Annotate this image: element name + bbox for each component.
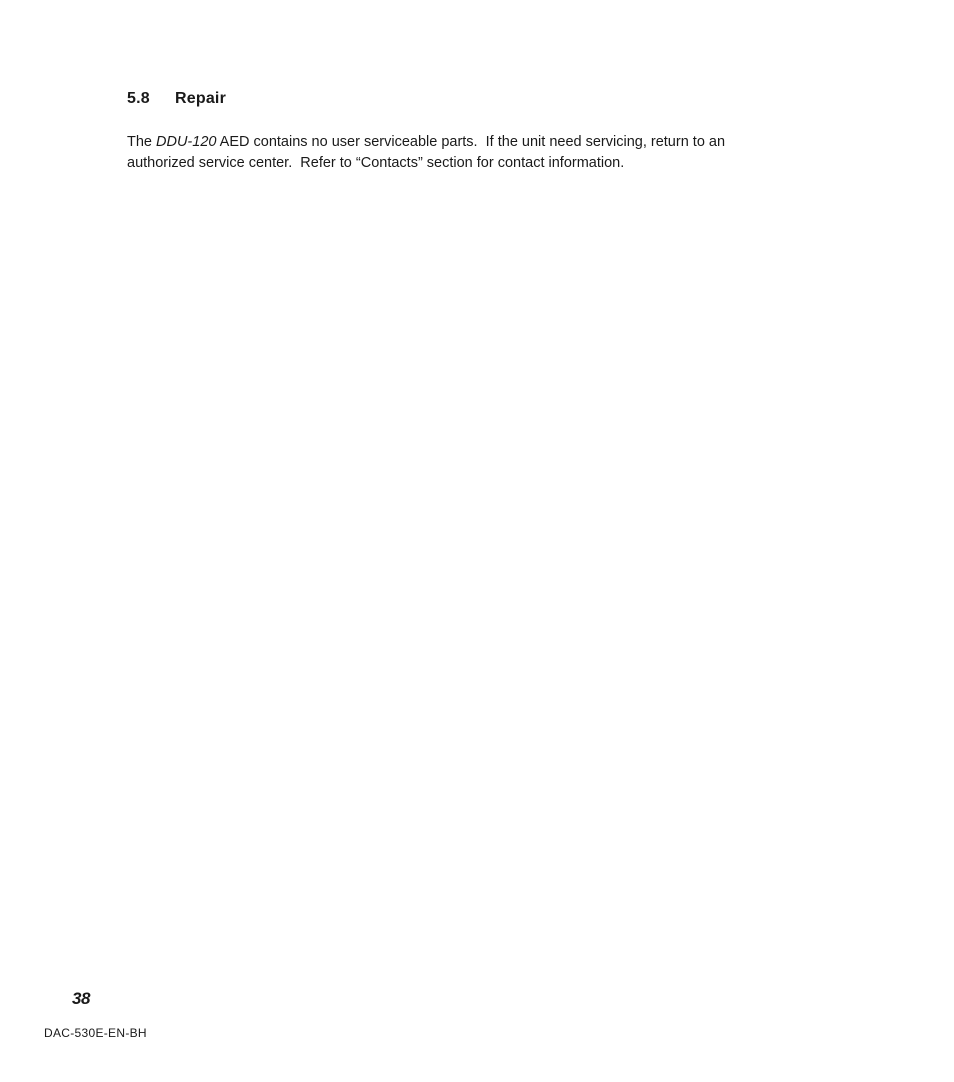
section-heading (127, 90, 226, 108)
section-number: 5.8 (127, 90, 150, 107)
paragraph-line1-rest: AED contains no user serviceable parts. If the unit need servicing, return to an (216, 134, 726, 150)
paragraph-prefix: The (127, 134, 157, 150)
model-name: DDU-120 (156, 134, 217, 150)
page-number: 38 (72, 989, 90, 1008)
repair-paragraph (127, 132, 827, 174)
section-title: Repair (175, 90, 226, 107)
document-code: DAC-530E-EN-BH (44, 1026, 147, 1040)
paragraph-line2: authorized service center. Refer to “Contacts” section for contact information. (127, 155, 625, 171)
